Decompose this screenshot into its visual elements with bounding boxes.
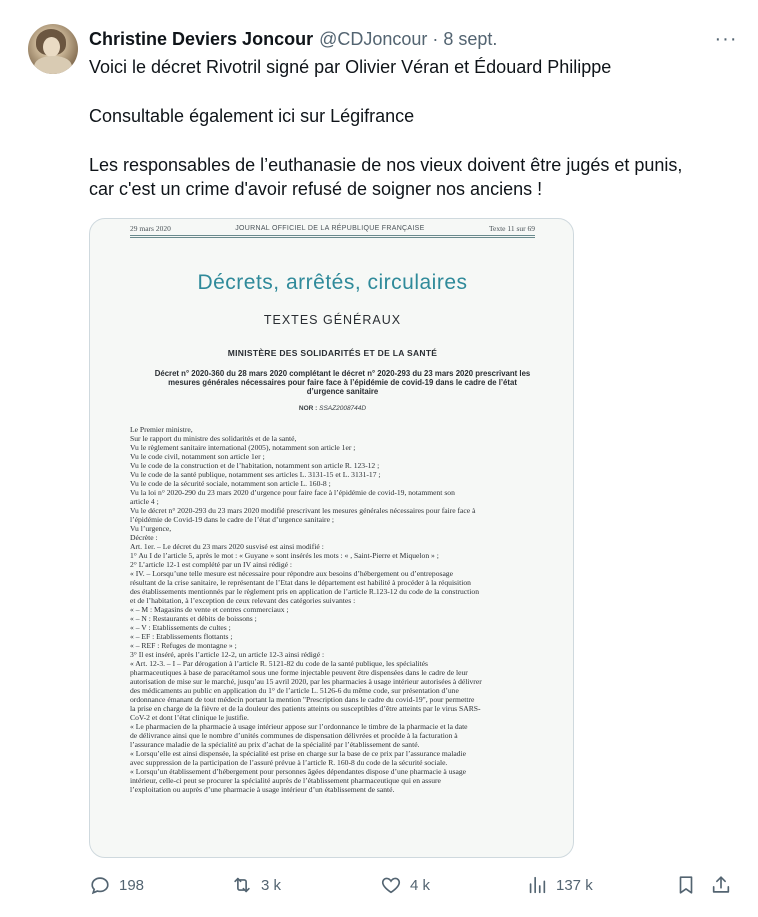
reply-icon [89, 874, 111, 896]
document-line: « Le pharmacien de la pharmacie à usage intérieur appose sur l’ordonnance le timbre de la pharmacie et la date [130, 722, 468, 731]
document-line: « – REF : Refuges de montagne » ; [130, 641, 237, 650]
document-line: et de l’habitation, à l’exception de ceux relevant des catégories suivantes : [130, 596, 356, 605]
document-line: Vu le code civil, notamment son article 1er ; [130, 452, 265, 461]
nor-label: NOR : [298, 405, 318, 412]
tweet-header [89, 27, 497, 51]
document-line: « IV. – Lorsqu’une telle mesure est nécessaire pour répondre aux besoins d’hébergement ou d’entreposage [130, 569, 453, 578]
document-line: CoV-2 et dont l’état clinique le justifie. [130, 713, 249, 722]
document-line: « Lorsqu’elle est ainsi dispensée, la spécialité est prise en charge sur la base de ce prix par l’assurance maladie [130, 749, 466, 758]
document-line: l’épidémie de Covid-19 dans le cadre de l’état d’urgence sanitaire ; [130, 515, 334, 524]
tweet-text-line: Voici le décret Rivotril signé par Olivier Véran et Édouard Philippe [89, 57, 612, 77]
document-line: de délivrance ainsi que le nombre d’unités communes de dispensation délivrées et procède à la facturation à [130, 731, 458, 740]
bookmark-button[interactable] [675, 868, 705, 902]
document-line: Vu le code de la construction et de l’habitation, notamment son article R. 123-12 ; [130, 461, 380, 470]
retweet-count: 3 k [261, 876, 282, 894]
ministry-title: MINISTÈRE DES SOLIDARITÉS ET DE LA SANTÉ [227, 348, 438, 358]
share-icon [710, 874, 732, 896]
retweet-icon [231, 874, 253, 896]
tweet-text-line: car c'est un crime d'avoir refusé de soigner nos anciens ! [89, 179, 543, 199]
document-line: la prise en charge de la fièvre et de la douleur des patients atteints ou susceptibles d’être atteints par le virus SARS- [130, 704, 481, 713]
views-button[interactable] [526, 868, 593, 902]
document-line: « Art. 12-3. – I – Par dérogation à l’article R. 5121-82 du code de la santé publique, les spécialités [130, 659, 428, 668]
document-line: article 4 ; [130, 497, 159, 506]
decree-title: Décret n° 2020-360 du 28 mars 2020 complétant le décret n° 2020-293 du 23 mars 2020 prescrivant les mesures générales nécessaires pour faire face à l’épidémie de covid-19 dans le cadre de l’état d’urgence sanitaire [154, 369, 531, 396]
avatar[interactable] [28, 24, 78, 74]
like-button[interactable] [380, 868, 430, 902]
action-bar [89, 868, 749, 902]
document-line: intérieur, celle-ci peut se procurer la spécialité auprès de l’établissement pharmaceutique qui en assure [130, 776, 441, 785]
document-line: 1° Au I de l’article 5, après le mot : « Guyane » sont insérés les mots : « , Saint-Pierre et Miquelon » ; [130, 551, 439, 560]
bookmark-icon [675, 874, 697, 896]
journal-header [130, 221, 535, 235]
journal-texte: Texte 11 sur 69 [488, 223, 535, 233]
document-line: « – N : Restaurants et débits de boissons ; [130, 614, 257, 623]
document-line: des établissements mentionnés par le règlement pris en application de l’article R.123-12 du code de la construction [130, 587, 479, 596]
document-line: Sur le rapport du ministre des solidarités et de la santé, [130, 434, 297, 443]
share-button[interactable] [710, 868, 740, 902]
separator-dot: · [432, 28, 439, 49]
reply-button[interactable] [89, 868, 144, 902]
nor-value: SSAZ2008744D [319, 405, 367, 412]
document-line: Vu l’urgence, [130, 524, 172, 533]
document-line: « – V : Etablissements de cultes ; [130, 623, 231, 632]
views-count: 137 k [556, 876, 593, 894]
heart-icon [380, 874, 402, 896]
views-icon [526, 874, 548, 896]
document-line: l’exploitation ou auprès d’une pharmacie à usage intérieur d’un établissement de santé. [130, 785, 395, 794]
rule-line [130, 235, 535, 236]
reply-count: 198 [119, 876, 145, 894]
document-line: des médicaments au public en application du 1° de l’article L. 5126-6 du même code, sur présentation d’une [130, 686, 459, 695]
document-line: Vu le code de la sécurité sociale, notamment son article L. 160-8 ; [130, 479, 331, 488]
document-subheading: TEXTES GÉNÉRAUX [263, 313, 402, 327]
document-heading: Décrets, arrêtés, circulaires [197, 271, 468, 294]
document-line: « Lorsqu’un établissement d’hébergement pour personnes âgées dépendantes dispose d’une pharmacie à usage [130, 767, 466, 776]
tweet-date[interactable]: 8 sept. [443, 28, 498, 49]
document-line: Vu le code de la santé publique, notamment ses articles L. 3131-15 et L. 3131-17 ; [130, 470, 381, 479]
document-line: avec suppression de la participation de l’assuré prévue à l’article R. 160-8 du code de la sécurité sociale. [130, 758, 448, 767]
avatar-body [34, 56, 72, 74]
document-line: l’assurance maladie de la spécialité au prix d’achat de la spécialité par l’établissement de santé. [130, 740, 420, 749]
document-scan [90, 219, 574, 858]
document-line: 2° L’article 12-1 est complété par un IV ainsi rédigé : [130, 560, 293, 569]
more-options-icon[interactable]: ··· [714, 27, 738, 50]
document-line: résultant de la crise sanitaire, le représentant de l’Etat dans le département est habilité à procéder à la réquisition [130, 578, 471, 587]
tweet-text-line: Les responsables de l’euthanasie de nos vieux doivent être jugés et punis, [89, 155, 683, 175]
document-line: pharmaceutiques à base de paracétamol sous une forme injectable peuvent être dispensées dans le cadre de leur [130, 668, 468, 677]
avatar-face [43, 37, 60, 57]
like-count: 4 k [410, 876, 431, 894]
rule-line [130, 237, 535, 238]
tweet-text-line: Consultable également ici sur Légifrance [89, 106, 415, 126]
document-line: 3° Il est inséré, après l’article 12-2, un article 12-3 ainsi rédigé : [130, 650, 325, 659]
retweet-button[interactable] [231, 868, 281, 902]
document-body [130, 425, 535, 794]
document-line: Vu le règlement sanitaire international (2005), notamment son article 1er ; [130, 443, 356, 452]
nor-reference [90, 405, 574, 412]
document-line: Le Premier ministre, [130, 425, 193, 434]
document-line: « – M : Magasins de vente et centres commerciaux ; [130, 605, 289, 614]
author-name[interactable]: Christine Deviers Joncour [89, 28, 314, 49]
document-line: Art. 1er. – Le décret du 23 mars 2020 susvisé est ainsi modifié : [130, 542, 324, 551]
document-line: autorisation de mise sur le marché, jusqu’au 15 avril 2020, par les pharmacies à usage intérieur autorisées à délivrer [130, 677, 482, 686]
document-line: Décrète : [130, 533, 158, 542]
author-handle[interactable]: @CDJoncour [319, 28, 428, 49]
document-line: « – EF : Etablissements flottants ; [130, 632, 233, 641]
document-line: ordonnance émanant de tout médecin portant la mention "Prescription dans le cadre du covid-19", pour permettre [130, 695, 475, 704]
attached-image[interactable] [89, 218, 574, 858]
document-line: Vu le décret n° 2020-293 du 23 mars 2020 modifié prescrivant les mesures générales nécessaires pour faire face à [130, 506, 476, 515]
document-line: Vu la loi n° 2020-290 du 23 mars 2020 d’urgence pour faire face à l’épidémie de covid-19, notamment son [130, 488, 455, 497]
journal-date: 29 mars 2020 [130, 223, 171, 233]
journal-title: JOURNAL OFFICIEL DE LA RÉPUBLIQUE FRANÇAISE [235, 224, 425, 232]
